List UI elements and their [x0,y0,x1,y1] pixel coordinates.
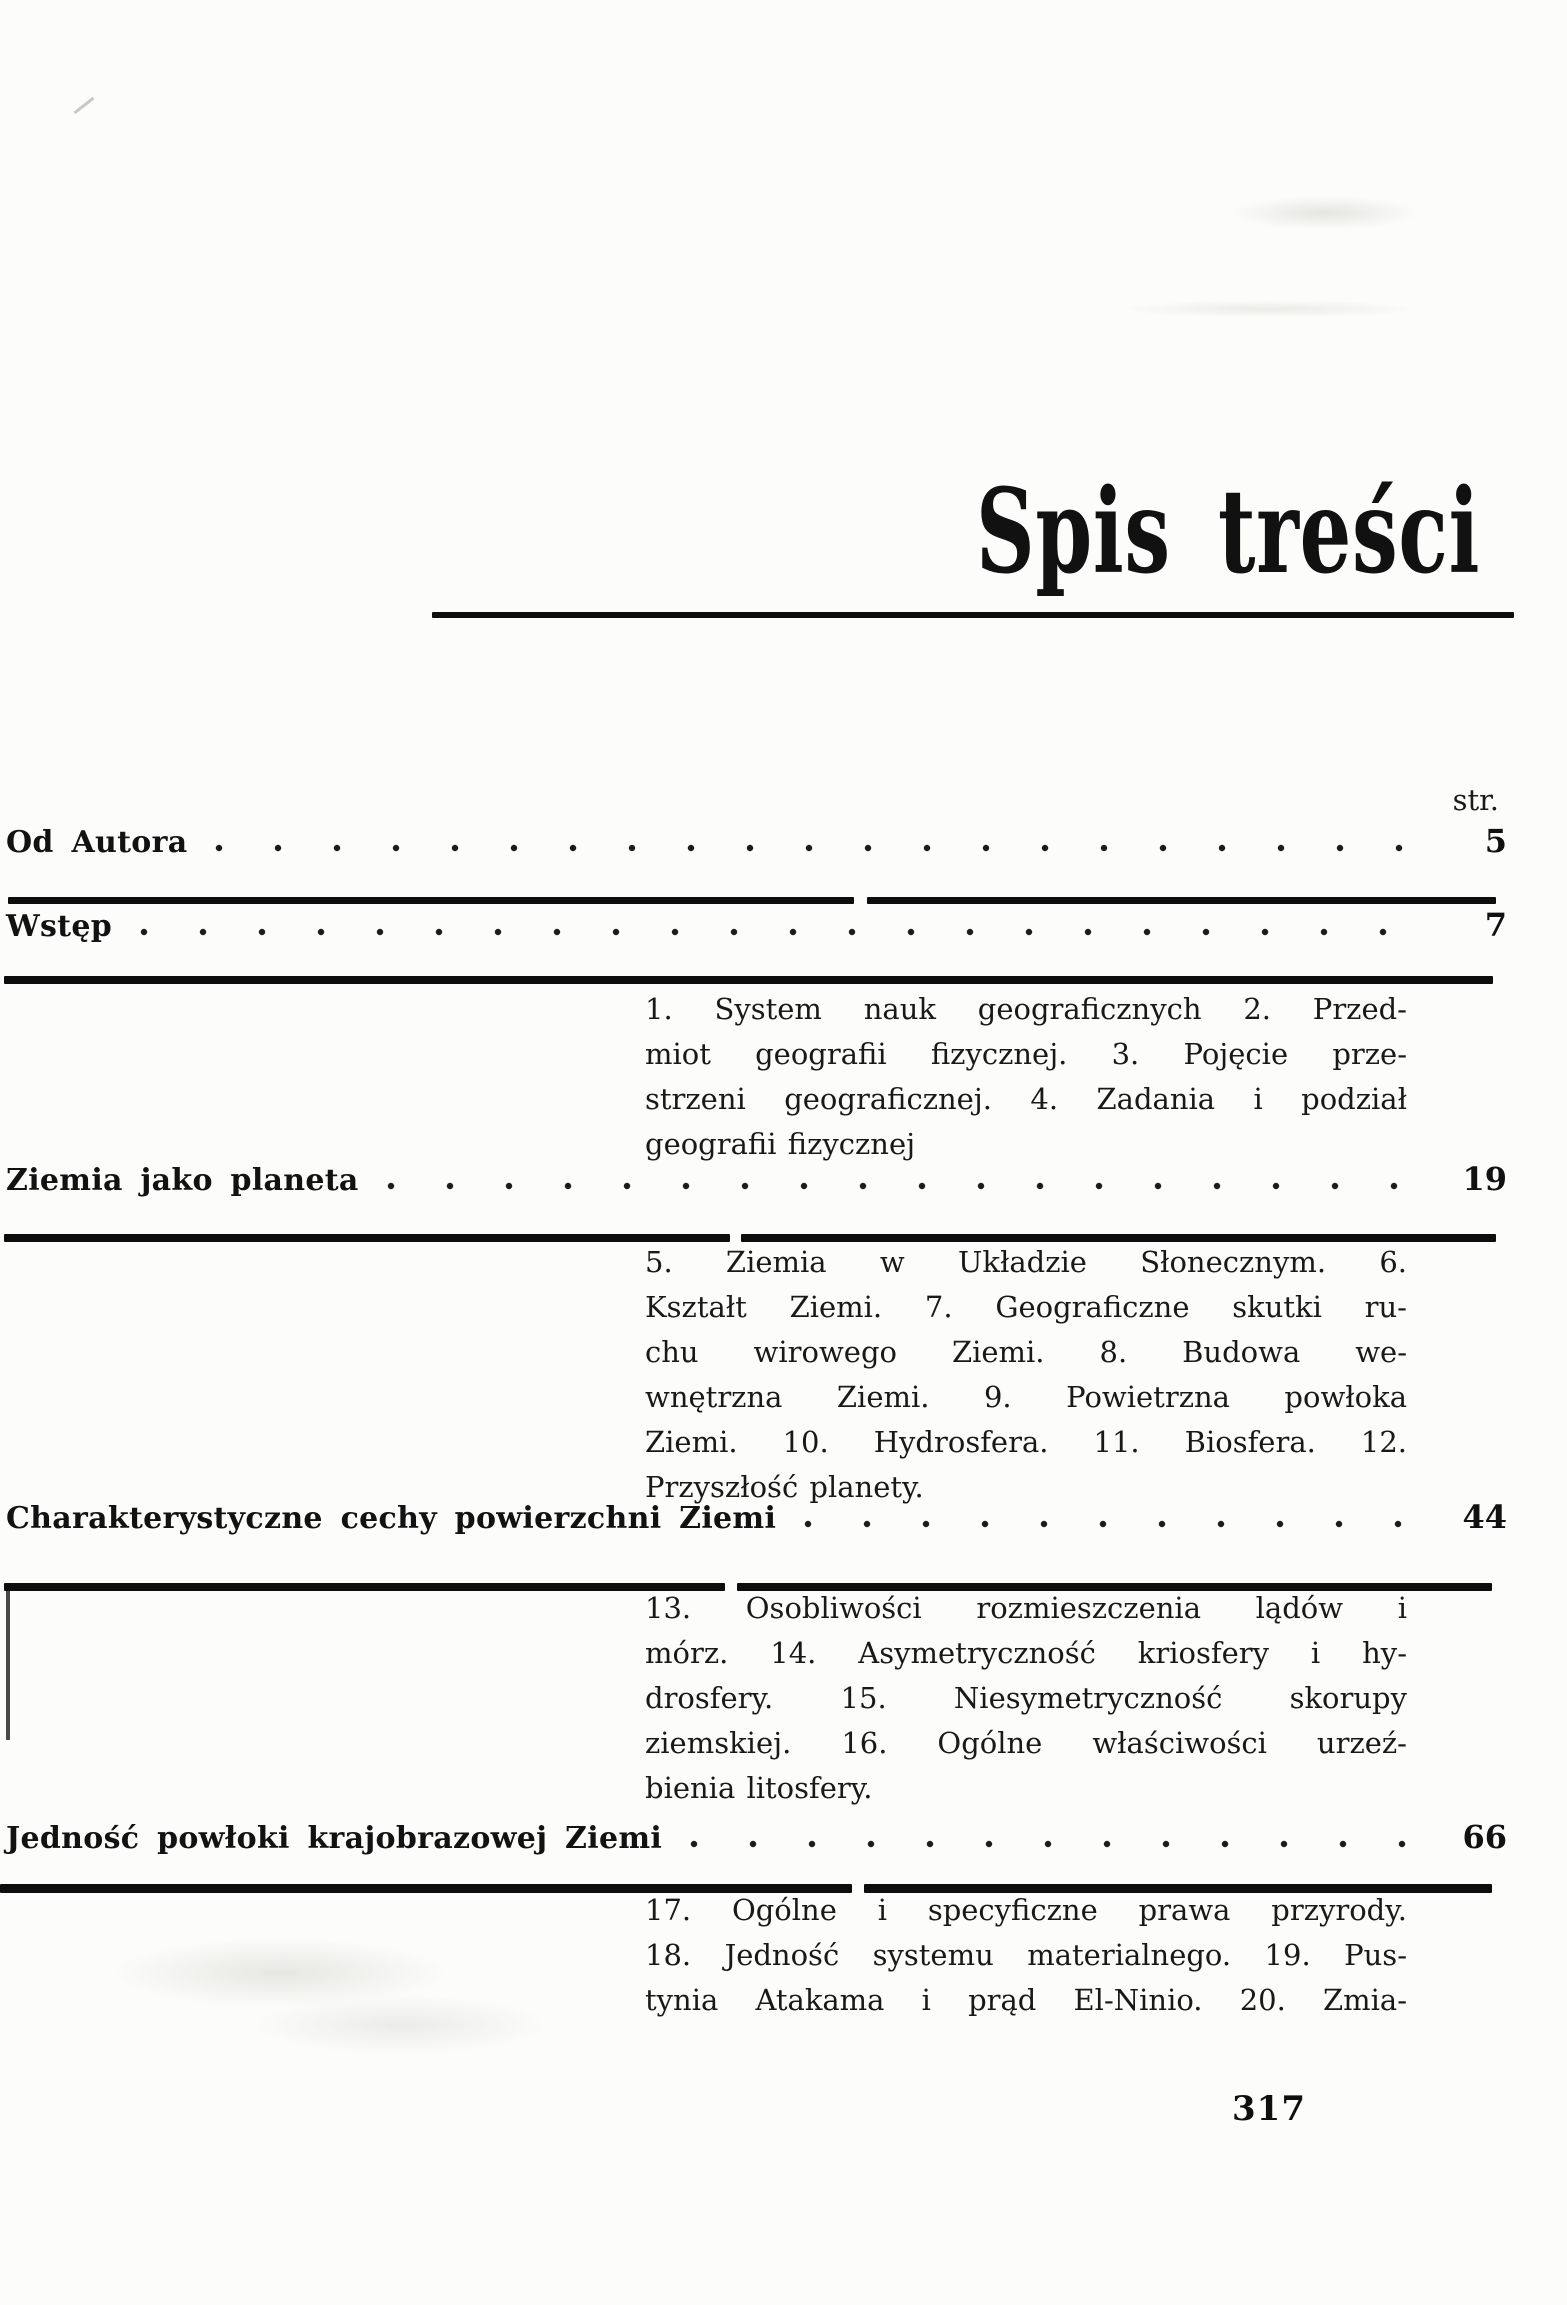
chapter-description [645,987,1407,1167]
toc-entry-label: Wstęp [6,909,113,944]
toc-entry [6,1160,1507,1200]
chapter-description [645,1240,1407,1510]
page-column-header: str. [1452,783,1499,817]
description-line: 18. Jedność systemu materialnego. 19. Pus- [645,1938,1407,1972]
page-number: 317 [1232,2089,1306,2129]
section-divider [8,897,854,904]
toc-entry-page: 66 [1462,1818,1507,1856]
page-title-wrap [868,464,1481,600]
scan-artifact [1230,196,1420,230]
toc-entry-page: 5 [1484,822,1507,860]
description-line: tynia Atakama i prąd El-Ninio. 20. Zmia- [645,1983,1407,2017]
scan-artifact [74,97,95,114]
toc-entry [6,822,1507,862]
toc-entry-label: Jedność powłoki krajobrazowej Ziemi [6,1821,663,1856]
description-line: Przyszłość planety. [645,1470,924,1504]
description-line: geografii fizycznej [645,1127,916,1161]
description-line: Kształt Ziemi. 7. Geograficzne skutki ru- [645,1290,1407,1324]
toc-entry [6,1818,1507,1858]
page-title: Spis treści [976,464,1481,600]
toc-entry-page: 7 [1484,906,1507,944]
chapter-description [645,1888,1407,2023]
description-line: strzeni geograficznej. 4. Zadania i podział [645,1082,1407,1116]
title-underline [432,612,1514,618]
dot-leader [140,927,1429,936]
description-line: ziemskiej. 16. Ogólne właściwości urzeź- [645,1726,1407,1760]
description-line: miot geografii fizycznej. 3. Pojęcie prze- [645,1037,1407,1071]
description-line: 13. Osobliwości rozmieszczenia lądów i [645,1591,1407,1625]
scan-artifact [6,1588,10,1740]
description-line: chu wirowego Ziemi. 8. Budowa we- [645,1335,1407,1369]
description-line: Ziemi. 10. Hydrosfera. 11. Biosfera. 12. [645,1425,1407,1459]
section-divider [4,1234,730,1242]
toc-entry [6,906,1507,946]
description-line: drosfery. 15. Niesymetryczność skorupy [645,1681,1407,1715]
toc-entry-page: 44 [1462,1498,1507,1536]
toc-entry-label: Od Autora [6,825,188,860]
description-line: wnętrzna Ziemi. 9. Powietrzna powłoka [645,1380,1407,1414]
scan-artifact [110,1938,450,2008]
chapter-description [645,1586,1407,1811]
toc-entry-label: Charakterystyczne cechy powierzchni Ziemi [6,1501,777,1536]
description-line: bienia litosfery. [645,1771,873,1805]
dot-leader [804,1519,1429,1528]
scan-artifact [250,1995,550,2055]
description-line: 17. Ogólne i specyficzne prawa przyrody. [645,1893,1407,1927]
scan-artifact [1120,300,1420,318]
description-line: 1. System nauk geograficznych 2. Przed- [645,992,1407,1026]
section-divider [4,1583,725,1591]
toc-entry [6,1498,1507,1538]
dot-leader [387,1181,1429,1190]
toc-entry-label: Ziemia jako planeta [6,1163,359,1198]
dot-leader [215,843,1429,852]
section-divider [4,976,1493,984]
description-line: mórz. 14. Asymetryczność kriosfery i hy- [645,1636,1407,1670]
toc-entry-page: 19 [1462,1160,1507,1198]
description-line: 5. Ziemia w Układzie Słonecznym. 6. [645,1245,1407,1279]
section-divider [867,897,1496,904]
dot-leader [690,1839,1429,1848]
